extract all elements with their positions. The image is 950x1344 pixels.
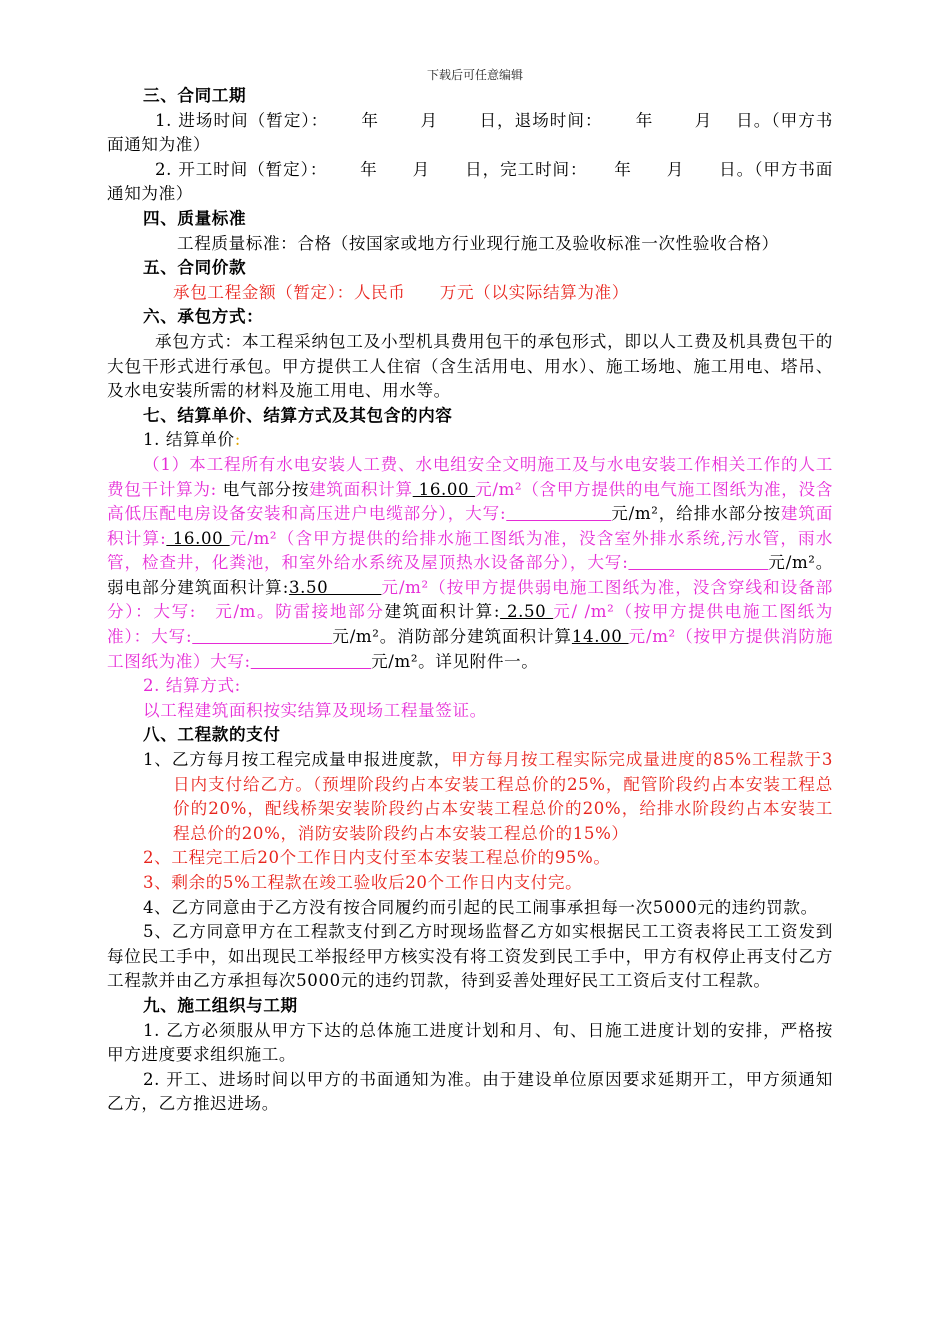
lightning-capital-unit: 元/m²	[332, 627, 380, 647]
payment-item-5: 5、乙方同意甲方在工程款支付到乙方时现场监督乙方如实根据民工工资表将民工工资发到每位民工手中，如出现民工举报经甲方核实没有将工资发到民工手中，甲方有权停止再支付乙方工程款并由乙方承担每次5000元的违约罚款，待到妥善处理好民工工资后支付工程款。	[107, 922, 833, 991]
contract-amount-line: 承包工程金额（暂定）：人民币 万元（以实际结算为准）	[173, 282, 629, 302]
fire-price-value: 14.00	[571, 627, 629, 647]
section-heading-3: 三、合同工期	[143, 86, 247, 105]
schedule-item-1: 1. 乙方必须服从甲方下达的总体施工进度计划和月、旬、日施工进度计划的安排，严格按甲方进度要求组织施工。	[107, 1020, 833, 1065]
payment-item-1-detail: 甲方每月按工程实际完成量进度的85%工程款于3日内支付给乙方。（预埋阶段约占本安装工程总价的25%，配管阶段约占本安装工程总价的20%，配线桥架安装阶段约占本安装工程总价的20%，给排水阶段约占本安装工程总价的20%，消防安装阶段约占本安装工程总价的15%）	[173, 750, 833, 843]
settlement-price-label-text: 1. 结算单价	[143, 430, 235, 450]
electrical-scope: 元/m²（含甲方提供的电气施工图纸为准，没含高低压配电房设备安装和高压进户电缆部分），大写:	[107, 479, 833, 524]
electrical-label: 电气部分按	[216, 479, 310, 499]
section-heading-9: 九、施工组织与工期	[143, 995, 298, 1015]
water-price-value: 16.00	[166, 528, 230, 548]
contract-body	[107, 84, 833, 1117]
settlement-price-colon: :	[234, 430, 241, 450]
water-scope: 元/m²（含甲方提供的给排水施工图纸为准，没含室外排水系统,污水管，雨水管，检查井，化粪池，和室外给水系统及屋顶热水设备部分），大写:	[107, 528, 833, 573]
section-heading-7: 七、结算单价、结算方式及其包含的内容	[143, 405, 453, 425]
section-heading-6: 六、承包方式：	[143, 307, 264, 327]
header-note: 下载后可任意编辑	[426, 68, 523, 82]
payment-item-3: 3、剩余的5%工程款在竣工验收后20个工作日内支付完。	[143, 873, 583, 892]
payment-item-2: 2、工程完工后20个工作日内支付至本安装工程总价的95%。	[143, 848, 611, 868]
electrical-area-label: 建筑面积计算	[309, 479, 413, 499]
payment-item-1-lead: 1、乙方每月按工程完成量申报进度款，	[143, 750, 452, 770]
section-heading-4: 四、质量标准	[143, 208, 247, 228]
lightning-price-value: 2.50	[500, 602, 554, 622]
settlement-method-text: 以工程建筑面积按实结算及现场工程量签证。	[143, 700, 487, 720]
lightning-scope: 元/ /m²（按甲方提供电施工图纸为准）：大写:	[107, 602, 833, 647]
electrical-capital-blank	[506, 504, 611, 523]
quality-standard-text: 工程质量标准：合格（按国家或地方行业现行施工及验收标准一次性验收合格）	[177, 233, 779, 253]
weak-current-scope: 元/m²（按甲方提供弱电施工图纸为准，没含穿线和设备部分）：大写: 元/m。防雷接地部分	[107, 577, 833, 622]
water-area-label: 建筑面积计算:	[107, 504, 833, 548]
contract-mode-text: 承包方式：本工程采纳包工及小型机具费用包干的承包形式，即以人工费及机具费包干的大包干形式进行承包。甲方提供工人住宿（含生活用电、用水）、施工场地、施工用电、塔吊、及水电安装所需的材料及施工用电、用水等。	[107, 331, 833, 401]
unit-price-intro: （1）本工程所有水电安装人工费、水电组安全文明施工及与水电安装工作相关工作的人工费包干计算为:	[107, 454, 833, 499]
weak-current-label: 。弱电部分建筑面积计算:	[107, 553, 833, 597]
fire-capital-unit: 元/m²。详见附件一。	[371, 651, 539, 671]
schedule-item-2: 2. 开工、进场时间以甲方的书面通知为准。由于建设单位原因要求延期开工，甲方须通知乙方，乙方推迟进场。	[107, 1069, 833, 1114]
water-capital-blank	[628, 553, 768, 572]
fire-label: 。消防部分建筑面积计算	[379, 627, 572, 647]
weak-current-price-value: 3.50	[288, 577, 382, 597]
entry-time-line: 1. 进场时间（暂定）： 年 月 日，退场时间： 年 月 日。（甲方书面通知为准）	[107, 110, 833, 155]
electrical-price-value: 16.00	[412, 479, 476, 499]
lightning-capital-blank	[192, 627, 332, 646]
settlement-price-label	[107, 428, 833, 453]
fire-scope: 元/m²（按甲方提供消防施工图纸为准）大写:	[107, 627, 833, 671]
settlement-method-label: 2. 结算方式:	[143, 676, 241, 696]
payment-item-1	[107, 748, 833, 846]
water-capital-unit: 元/m²	[768, 553, 816, 573]
water-label: ，给排水部分按	[658, 504, 781, 524]
payment-item-4: 4、乙方同意由于乙方没有按合同履约而引起的民工闹事承担每一次5000元的违约罚款。	[143, 897, 818, 917]
unit-price-paragraph	[107, 453, 833, 674]
lightning-area-label: 建筑面积计算:	[384, 602, 501, 622]
section-heading-5: 五、合同价款	[143, 258, 247, 278]
electrical-capital-unit: 元/m²	[611, 504, 659, 524]
fire-capital-blank	[251, 652, 371, 671]
start-time-line: 2. 开工时间（暂定）： 年 月 日，完工时间： 年 月 日。（甲方书面通知为准）	[107, 159, 833, 204]
section-heading-8: 八、工程款的支付	[143, 725, 281, 745]
